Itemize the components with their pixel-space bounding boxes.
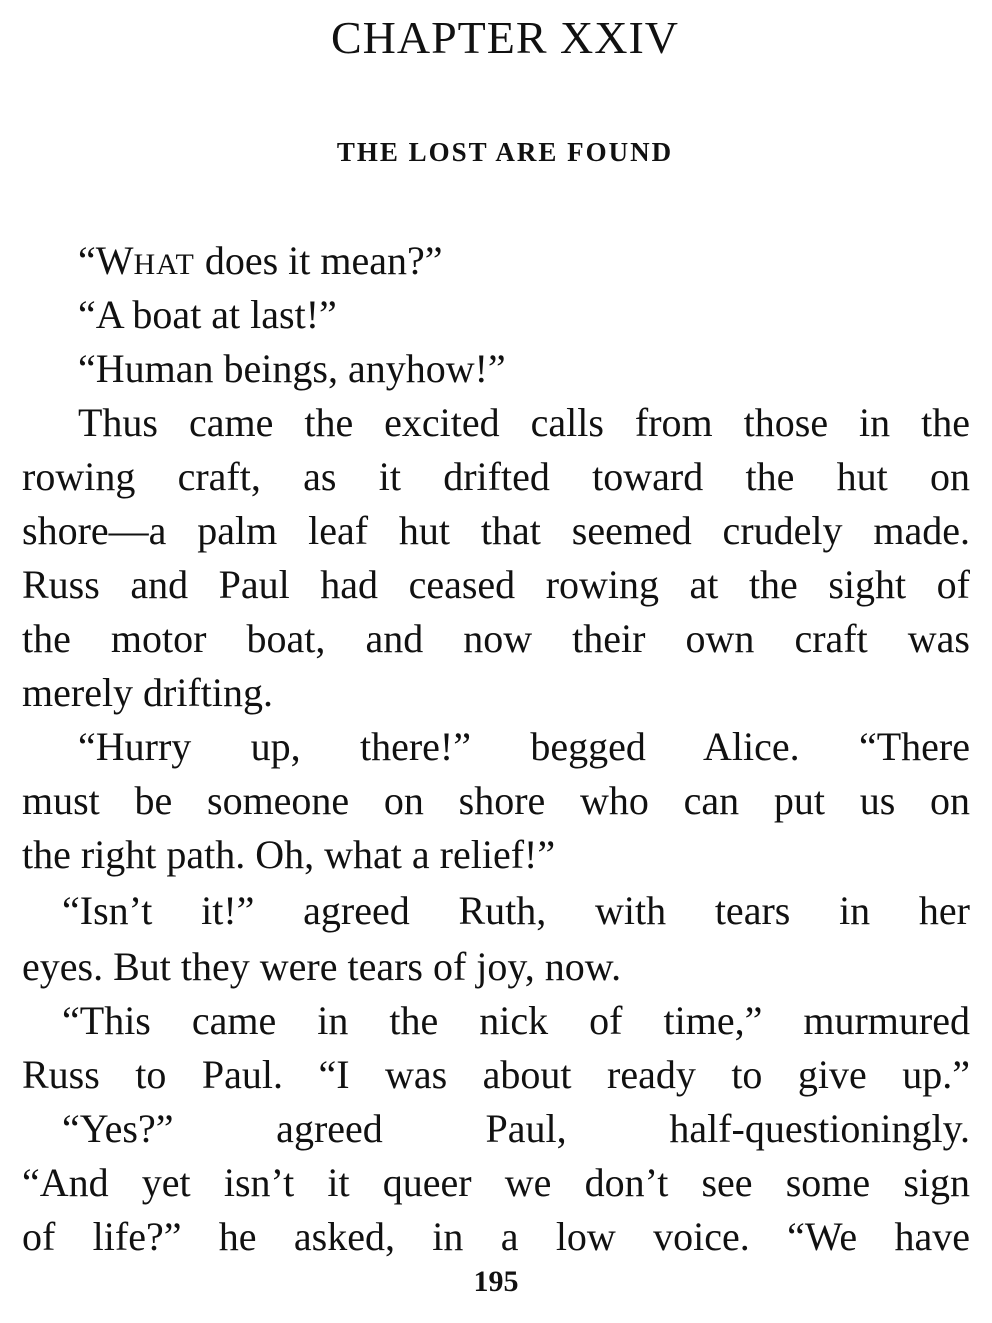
text-line-11: must be someone on shore who can put us on (22, 778, 970, 823)
text-line-19: of life?” he asked, in a low voice. “We have (22, 1214, 970, 1259)
text-line-9: merely drifting. (22, 670, 274, 715)
text-line-17: “Yes?” agreed Paul, half-questioningly. (62, 1106, 970, 1151)
opening-quote-letter: “W (78, 238, 134, 283)
text-line-12: the right path. Oh, what a relief!” (22, 832, 556, 877)
small-caps-word: HAT (133, 248, 195, 281)
text-line-8: the motor boat, and now their own craft was (22, 616, 970, 661)
page-number: 195 (473, 1265, 519, 1298)
text-line-2: “A boat at last!” (78, 292, 337, 337)
first-line-rest: does it mean?” (194, 238, 443, 283)
text-line-14: eyes. But they were tears of joy, now. (22, 944, 622, 989)
chapter-title: CHAPTER XXIV (330, 12, 680, 63)
text-line-6: shore—a palm leaf hut that seemed crudely made. (22, 508, 970, 553)
text-line-1 (78, 234, 970, 288)
text-line-13: “Isn’t it!” agreed Ruth, with tears in her (62, 888, 970, 933)
text-line-4: Thus came the excited calls from those in the (78, 400, 970, 445)
text-line-3: “Human beings, anyhow!” (78, 346, 506, 391)
text-line-18: “And yet isn’t it queer we don’t see some sign (22, 1160, 970, 1205)
text-line-15: “This came in the nick of time,” murmured (62, 998, 970, 1043)
text-line-10: “Hurry up, there!” begged Alice. “There (78, 724, 970, 769)
text-line-16: Russ to Paul. “I was about ready to give up.” (22, 1052, 970, 1097)
text-line-5: rowing craft, as it drifted toward the hut on (22, 454, 970, 499)
text-line-7: Russ and Paul had ceased rowing at the sight of (22, 562, 970, 607)
chapter-subtitle: THE LOST ARE FOUND (336, 137, 674, 167)
